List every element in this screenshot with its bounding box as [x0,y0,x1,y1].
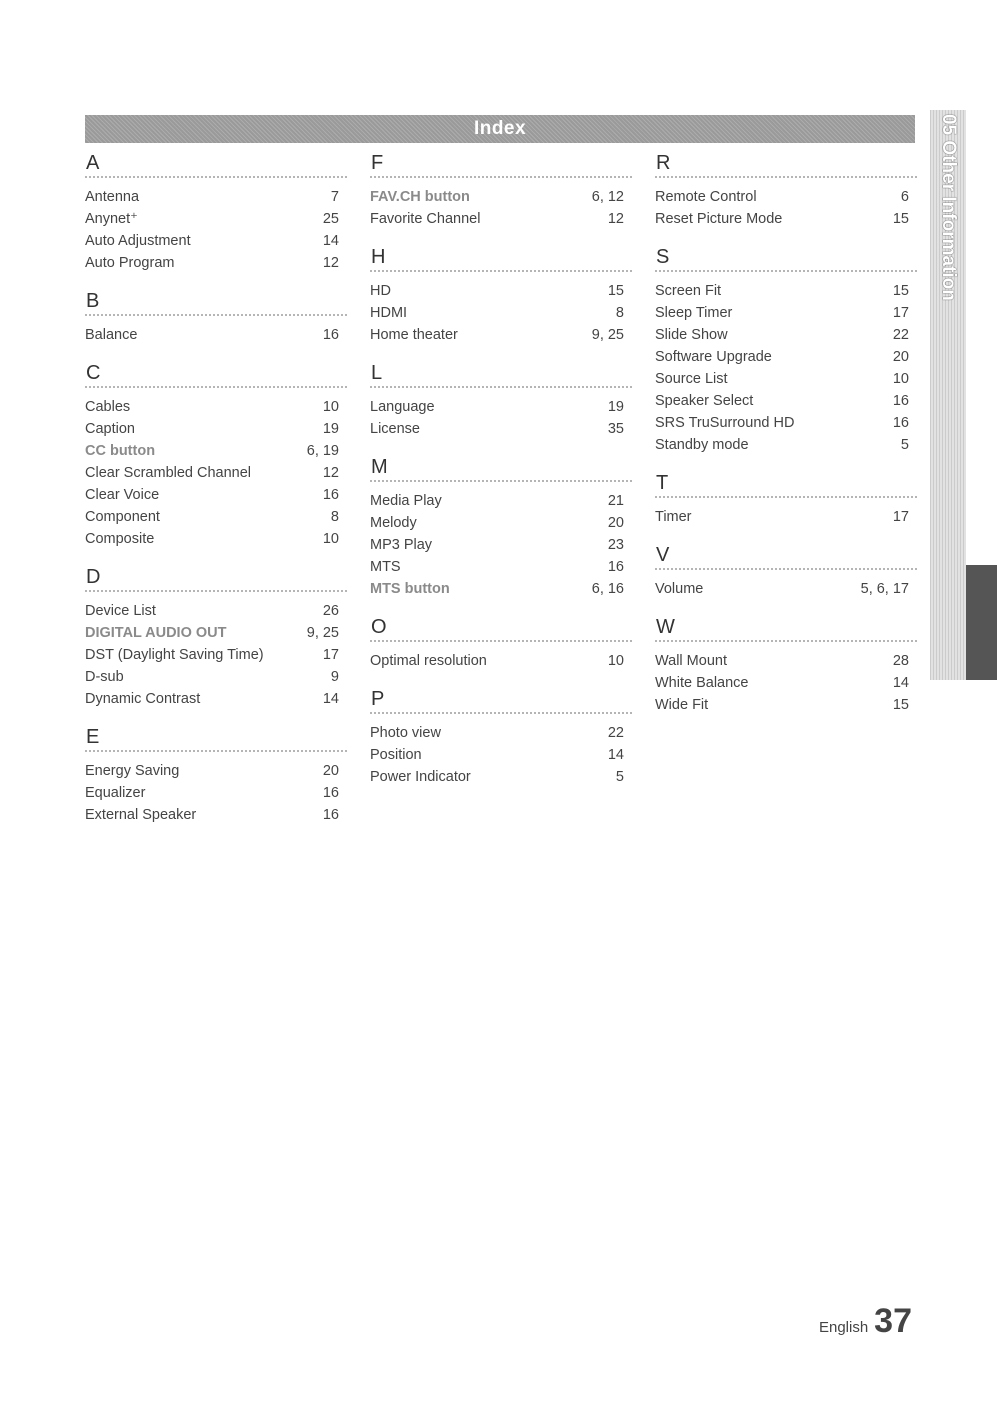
entry-term: Position [370,747,422,763]
section-letter: H [370,244,632,272]
entry-term: Balance [85,327,138,343]
index-entry [85,462,347,484]
index-section-h [370,244,632,346]
section-letter: R [655,150,917,178]
entry-pages: 9, 25 [591,327,624,343]
index-entry [370,186,632,208]
entry-term: Wide Fit [655,697,709,713]
entry-pages: 17 [892,509,909,525]
index-entry [655,694,917,716]
index-entry [370,418,632,440]
index-column-2 [370,150,632,802]
entry-term: Equalizer [85,785,146,801]
chapter-tab-label: 05 Other Information [938,114,959,301]
index-entry [655,368,917,390]
entry-pages: 14 [892,675,909,691]
index-entry [370,556,632,578]
entry-pages: 20 [607,515,624,531]
index-entry [655,578,917,600]
index-entry [655,186,917,208]
index-entry [655,346,917,368]
index-entry [85,252,347,274]
index-entry [85,666,347,688]
index-section-m [370,454,632,600]
entry-term: Speaker Select [655,393,754,409]
entry-term: Software Upgrade [655,349,772,365]
entry-pages: 5 [900,437,909,453]
index-section-d [85,564,347,710]
index-entry [85,324,347,346]
index-entry [85,600,347,622]
entry-pages: 16 [322,487,339,503]
entry-term: FAV.CH button [370,189,470,205]
section-letter: V [655,542,917,570]
entry-pages: 17 [892,305,909,321]
index-section-s [655,244,917,456]
entry-pages: 21 [607,493,624,509]
entry-term: Language [370,399,435,415]
entry-term: Power Indicator [370,769,471,785]
entry-pages: 6, 16 [591,581,624,597]
entry-pages: 15 [892,283,909,299]
footer-language: English [818,1319,869,1336]
entry-term: White Balance [655,675,749,691]
entry-pages: 20 [322,763,339,779]
entry-term: Slide Show [655,327,728,343]
entry-term: Auto Adjustment [85,233,191,249]
entry-term: Source List [655,371,728,387]
entry-term: Clear Voice [85,487,160,503]
entry-term: Device List [85,603,156,619]
index-entry [370,208,632,230]
index-entry [370,280,632,302]
entry-pages: 10 [607,653,624,669]
index-entry [370,650,632,672]
index-entry [370,396,632,418]
index-column-3 [655,150,917,730]
index-title-bar [85,115,915,143]
index-column-1 [85,150,347,840]
entry-term: HD [370,283,391,299]
entry-pages: 6, 12 [591,189,624,205]
index-entry [85,208,347,230]
index-entry [655,280,917,302]
entry-term: Favorite Channel [370,211,481,227]
entry-pages: 25 [322,211,339,227]
entry-term: MTS [370,559,401,575]
index-entry [370,512,632,534]
entry-pages: 16 [322,785,339,801]
section-letter: T [655,470,917,498]
section-letter: L [370,360,632,388]
index-entry [370,324,632,346]
entry-term: Home theater [370,327,458,343]
entry-term: Energy Saving [85,763,180,779]
index-entry [85,230,347,252]
section-letter: A [85,150,347,178]
chapter-tab-marker [966,565,997,680]
index-section-b [85,288,347,346]
index-section-f [370,150,632,230]
entry-term: Media Play [370,493,442,509]
entry-term: MTS button [370,581,450,597]
entry-pages: 14 [607,747,624,763]
index-section-t [655,470,917,528]
index-entry [370,744,632,766]
index-section-p [370,686,632,788]
entry-term: Auto Program [85,255,175,271]
section-letter: W [655,614,917,642]
entry-pages: 12 [607,211,624,227]
index-entry [655,390,917,412]
entry-term: DIGITAL AUDIO OUT [85,625,227,641]
index-entry [85,782,347,804]
entry-term: CC button [85,443,156,459]
entry-pages: 19 [322,421,339,437]
entry-term: Cables [85,399,131,415]
entry-term: Clear Scrambled Channel [85,465,252,481]
section-letter: B [85,288,347,316]
page-footer [819,1302,912,1341]
index-section-a [85,150,347,274]
entry-term: Remote Control [655,189,757,205]
entry-pages: 16 [322,807,339,823]
entry-pages: 14 [322,233,339,249]
entry-term: Volume [655,581,704,597]
index-entry [85,760,347,782]
entry-pages: 20 [892,349,909,365]
section-letter: S [655,244,917,272]
entry-pages: 16 [322,327,339,343]
entry-pages: 10 [322,399,339,415]
page-number: 37 [874,1302,912,1340]
entry-pages: 10 [892,371,909,387]
entry-term: Component [85,509,160,525]
entry-pages: 16 [892,415,909,431]
entry-term: Dynamic Contrast [85,691,201,707]
entry-pages: 8 [615,305,624,321]
entry-term: Sleep Timer [655,305,733,321]
entry-term: HDMI [370,305,408,321]
index-entry [85,688,347,710]
index-entry [370,302,632,324]
chapter-side-tab [930,110,966,680]
entry-pages: 26 [322,603,339,619]
entry-pages: 15 [892,697,909,713]
index-entry [655,324,917,346]
entry-pages: 6, 19 [306,443,339,459]
index-entry [85,440,347,462]
entry-pages: 7 [330,189,339,205]
entry-term: SRS TruSurround HD [655,415,795,431]
index-entry [370,534,632,556]
entry-pages: 8 [330,509,339,525]
entry-term: Standby mode [655,437,749,453]
entry-pages: 15 [607,283,624,299]
entry-pages: 16 [892,393,909,409]
index-section-c [85,360,347,550]
entry-pages: 15 [892,211,909,227]
entry-term: DST (Daylight Saving Time) [85,647,264,663]
entry-term: Timer [655,509,692,525]
entry-pages: 5, 6, 17 [860,581,909,597]
entry-pages: 22 [607,725,624,741]
entry-term: Photo view [370,725,441,741]
entry-pages: 17 [322,647,339,663]
entry-term: D-sub [85,669,124,685]
entry-term: Caption [85,421,135,437]
index-entry [85,804,347,826]
entry-term: License [370,421,420,437]
entry-term: Melody [370,515,417,531]
entry-pages: 5 [615,769,624,785]
index-entry [85,396,347,418]
index-entry [85,644,347,666]
index-entry [370,578,632,600]
index-entry [655,302,917,324]
index-entry [85,418,347,440]
section-letter: E [85,724,347,752]
section-letter: P [370,686,632,714]
index-entry [85,528,347,550]
index-entry [655,506,917,528]
section-letter: F [370,150,632,178]
entry-pages: 9 [330,669,339,685]
entry-term: Anynet⁺ [85,211,138,227]
index-entry [370,722,632,744]
entry-pages: 12 [322,465,339,481]
entry-pages: 10 [322,531,339,547]
section-letter: D [85,564,347,592]
entry-pages: 35 [607,421,624,437]
index-entry [85,506,347,528]
entry-pages: 28 [892,653,909,669]
entry-pages: 22 [892,327,909,343]
page-title: Index [473,118,527,139]
entry-term: Wall Mount [655,653,727,669]
entry-term: Screen Fit [655,283,722,299]
index-entry [85,484,347,506]
entry-pages: 23 [607,537,624,553]
index-entry [85,622,347,644]
index-entry [370,766,632,788]
entry-term: Composite [85,531,155,547]
index-entry [655,208,917,230]
entry-pages: 12 [322,255,339,271]
index-section-v [655,542,917,600]
entry-pages: 16 [607,559,624,575]
entry-term: External Speaker [85,807,197,823]
entry-pages: 19 [607,399,624,415]
section-letter: C [85,360,347,388]
index-entry [655,672,917,694]
section-letter: O [370,614,632,642]
index-entry [655,650,917,672]
entry-pages: 14 [322,691,339,707]
index-entry [655,434,917,456]
index-entry [655,412,917,434]
index-section-e [85,724,347,826]
entry-term: Reset Picture Mode [655,211,783,227]
entry-pages: 9, 25 [306,625,339,641]
entry-term: Antenna [85,189,140,205]
entry-pages: 6 [900,189,909,205]
index-section-l [370,360,632,440]
section-letter: M [370,454,632,482]
index-section-w [655,614,917,716]
index-entry [370,490,632,512]
entry-term: Optimal resolution [370,653,487,669]
index-section-o [370,614,632,672]
entry-term: MP3 Play [370,537,433,553]
index-entry [85,186,347,208]
index-section-r [655,150,917,230]
